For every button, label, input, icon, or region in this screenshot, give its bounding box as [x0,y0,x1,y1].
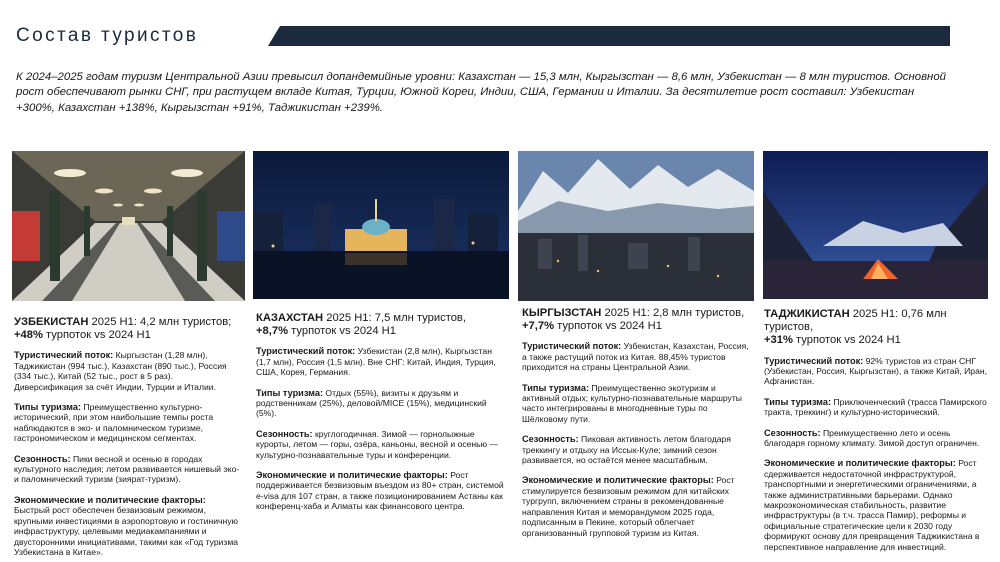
season-text: Преимущественно лето и осень благодаря горному климату. Зимой доступ ограничен. [764,427,980,449]
country-column-uzbekistan [14,316,242,562]
types-section [14,402,242,444]
country-stat: 2025 H1: 7,5 млн туристов, [323,312,466,324]
types-text: Отдых (55%), визиты к друзьям и родственникам (25%), деловой/MICE (15%), медицинский (5%). [256,387,487,419]
country-name: ТАДЖИКИСТАН [764,308,850,320]
types-label: Типы туризма: [256,387,324,398]
season-label: Сезонность: [256,428,313,439]
country-name: КАЗАХСТАН [256,312,324,324]
econ-label: Экономические и политические факторы: [14,494,206,505]
econ-section [256,470,506,512]
types-text: Преимущественно культурно-исторический, при этом наибольшие темпы роста наблюдаются в эко- и паломническом туризме, гастрономическом и медицинском сегментах. [14,402,214,444]
types-section [256,388,506,419]
season-text: круглогодичная. Зимой — горнолыжные курорты, летом — горы, озёра, каньоны, весной и осенью — культурно-познавательные туры и конференции. [256,428,499,460]
growth-label: турпоток vs 2024 H1 [792,334,901,347]
page-title: Состав туристов [16,25,199,46]
types-text: Преимущественно экотуризм и активный отдых; культурно-познавательные маршруты часто интегрированы в многодневные туры по Шёлковому пути. [522,382,742,424]
growth-value: +7,7% [522,320,555,333]
econ-label: Экономические и политические факторы: [256,470,448,481]
growth-label: турпоток vs 2024 H1 [554,320,662,333]
flow-label: Туристический поток: [256,346,356,357]
country-stat: 2025 H1: 2,8 млн туристов, [601,307,745,319]
types-section [522,383,752,425]
flow-label: Туристический поток: [14,350,114,361]
flow-text: Кыргызстан (1,28 млн), Таджикистан (994 тыс.), Казахстан (890 тыс.), Россия (334 тыс.), Китай (52 тыс., рост в 5 раз). Диверсификация за счёт Индии, Турции и Италии. [14,350,227,392]
growth-value: +8,7% [256,325,289,338]
growth-value: +31% [764,334,793,347]
season-section [14,454,242,485]
econ-text: Быстрый рост обеспечен безвизовым режимом, крупными инвестициями в аэропортовую и гостиничную инфраструктуру, целевыми медиакампаниями и двусторонними инициативами, такими как «Год туризма Узбекистана в Китае». [14,505,239,557]
flow-label: Туристический поток: [522,341,622,352]
season-label: Сезонность: [764,427,821,438]
season-section [764,428,992,449]
types-label: Типы туризма: [764,396,832,407]
growth-label: турпоток vs 2024 H1 [42,329,151,342]
title-bar-decoration [268,26,950,46]
pamir-tent-photo [763,151,988,299]
country-name: УЗБЕКИСТАН [14,316,89,328]
flow-text: Узбекистан (2,8 млн), Кыргызстан (1,7 млн), Россия (1,5 млн). Вне СНГ: Китай, Индия, Турция, США, Корея, Германия. [256,346,496,378]
econ-text: Рост поддерживается безвизовым въездом из 80+ стран, системой e-visa для 107 стран, а также позиционированием Астаны как конференц-хаба и Алматы как финансового центра. [256,470,504,512]
season-section [522,434,752,465]
flow-section [522,341,752,372]
flow-text: Узбекистан, Казахстан, Россия, а также растущий поток из Китая. 88,45% туристов приходится на страны Центральной Азии. [522,341,749,373]
econ-section [14,495,242,557]
country-stat: 2025 H1: 4,2 млн туристов; [88,316,232,328]
intro-text: К 2024–2025 годам туризм Центральной Азии превысил допандемийные уровни: Казахстан — 15,3 млн, Кыргызстан — 8,6 млн, Узбекистан — 8 млн туристов. Основной рост обеспечивают рынки СНГ, при растущем вкладе Китая, Турции, Южной Кореи, Индии, США, Германии и Италии. За десятилетие рост составил: Узбекистан +300%, Казахстан +138%, Кыргызстан +91%, Таджикистан +239%. [16,71,946,114]
country-header [764,308,992,348]
season-label: Сезонность: [522,434,579,445]
metro-station-photo [12,151,245,301]
country-column-kyrgyzstan [522,307,752,548]
types-section [764,397,992,418]
country-header [14,316,242,342]
growth-value: +48% [14,329,43,342]
econ-section [522,475,752,537]
country-column-tajikistan [764,308,992,562]
flow-section [256,346,506,377]
flow-label: Туристический поток: [764,355,864,366]
bishkek-mountains-photo [518,151,754,301]
econ-text: Рост сдерживается недостаточной инфраструктурой, транспортными и энергетическими ограничениями, а также административными барьерами. Однако макроэкономическая стабильность, развитие инфраструктуры (в т.ч. трасса Памир), реформы и официальные стратегические цели к 2030 году формируют основу для превращения Таджикистана в перспективное направление для инвестиций. [764,458,980,552]
flow-section [14,350,242,392]
econ-section [764,458,992,552]
econ-label: Экономические и политические факторы: [522,475,714,486]
growth-label: турпоток vs 2024 H1 [288,325,396,338]
season-section [256,429,506,460]
country-header [256,312,506,338]
econ-label: Экономические и политические факторы: [764,458,956,469]
country-column-kazakhstan [256,312,506,522]
country-header [522,307,752,333]
season-text: Пики весной и осенью в городах культурного наследия; летом развивается нишевый эко- и паломнический туризм (зиярат-туризм). [14,453,240,485]
season-text: Пиковая активность летом благодаря треккингу и отдыху на Иссык-Куле; зимний сезон развивается, но остаётся менее масштабным. [522,434,731,466]
country-stat: 2025 H1: 0,76 млн туристов, [764,308,947,334]
season-label: Сезонность: [14,453,71,464]
country-name: КЫРГЫЗСТАН [522,307,602,319]
types-label: Типы туризма: [14,402,82,413]
types-label: Типы туризма: [522,382,590,393]
econ-text: Рост стимулируется безвизовым режимом для китайских тургрупп, включением страны в рекомендованные направления Китая и меморандумом 2025 года, подписанным в Пекине, который облегчает организованный групповой туризм из Китая. [522,475,735,538]
astana-night-photo [253,151,509,299]
flow-section [764,356,992,387]
types-text: Приключенческий (трасса Памирского тракта, треккинг) и культурно-исторический. [764,396,987,418]
flow-text: 92% туристов из стран СНГ (Узбекистан, Россия, Кыргызстан), а также Китай, Иран, Афганистан. [764,355,987,387]
